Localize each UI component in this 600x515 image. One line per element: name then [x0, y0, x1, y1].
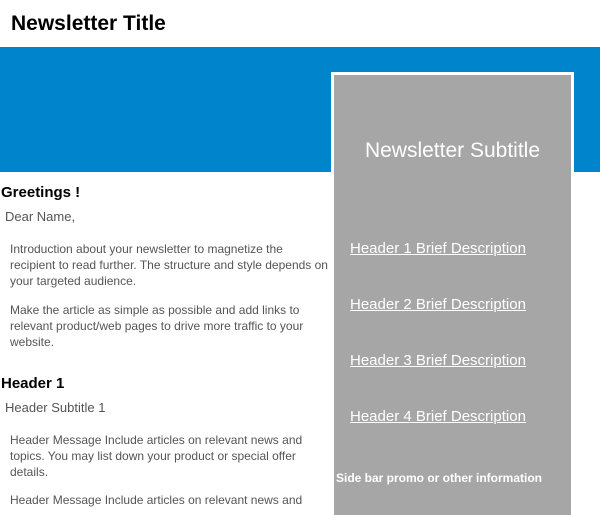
- sidebar-link-header-4[interactable]: Header 4 Brief Description: [350, 408, 526, 425]
- sidebar-promo: Side bar promo or other information: [336, 471, 543, 485]
- salutation: Dear Name,: [5, 209, 76, 224]
- newsletter-title: Newsletter Title: [11, 12, 166, 35]
- sidebar-link-header-3[interactable]: Header 3 Brief Description: [350, 352, 526, 369]
- article-paragraph: Make the article as simple as possible and add links to relevant product/web pages to drive more traffic to your website.: [10, 303, 304, 349]
- section-subtitle: Header Subtitle 1: [5, 400, 106, 415]
- sidebar: [331, 72, 574, 515]
- newsletter-subtitle: Newsletter Subtitle: [364, 139, 541, 162]
- sidebar-link-header-1[interactable]: Header 1 Brief Description: [350, 240, 526, 257]
- section-message: Header Message Include articles on relevant news and topics. You may list down your product or special offer details.: [10, 433, 303, 479]
- greeting-heading: Greetings !: [1, 184, 81, 201]
- section-header: Header 1: [1, 375, 65, 392]
- sidebar-link-header-2[interactable]: Header 2 Brief Description: [350, 296, 526, 313]
- intro-paragraph: Introduction about your newsletter to magnetize the recipient to read further. The structure and style depends on your targeted audience.: [10, 242, 328, 288]
- section-message-continued: Header Message Include articles on relevant news and: [10, 493, 303, 507]
